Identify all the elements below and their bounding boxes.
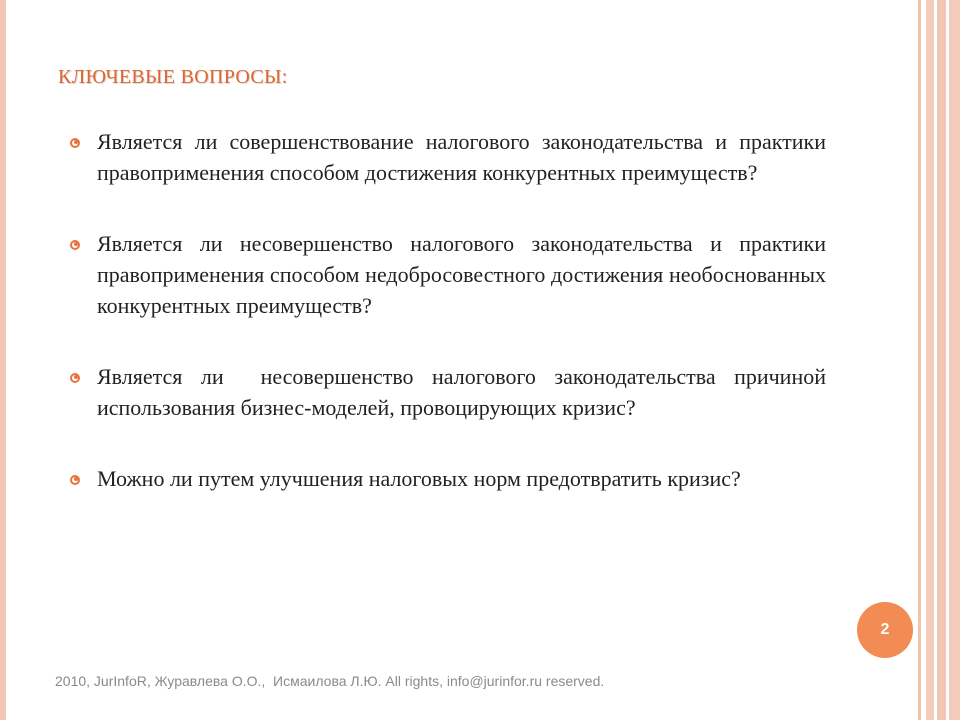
bullet-text: Можно ли путем улучшения налоговых норм предотвратить кризис? — [97, 466, 741, 491]
slide-title: КЛЮЧЕВЫЕ ВОПРОСЫ: — [58, 66, 288, 88]
left-decorative-border — [0, 0, 9, 720]
bullet-text: Является ли несовершенство налогового законодательства причиной использования бизнес-моделей, провоцирующих кризис? — [97, 364, 832, 420]
right-decorative-stripe — [949, 0, 960, 720]
page-number-badge: 2 — [857, 602, 913, 658]
footer-copyright: 2010, JurInfoR, Журавлева О.О., Исмаилова Л.Ю. All rights, info@jurinfor.ru reserved. — [55, 673, 605, 689]
bullet-circle-icon — [70, 475, 80, 485]
right-decorative-stripe — [937, 0, 946, 720]
bullet-text: Является ли несовершенство налогового законодательства и практики правоприменения способом недобросовестного достижения необоснованных конкурентных преимуществ? — [97, 231, 826, 318]
right-decorative-stripe — [926, 0, 934, 720]
bullet-list — [70, 126, 832, 534]
bullet-item — [70, 361, 832, 423]
bullet-item — [70, 463, 826, 494]
bullet-circle-icon — [70, 373, 80, 383]
bullet-item — [70, 126, 826, 188]
bullet-text: Является ли совершенствование налогового законодательства и практики правоприменения способом достижения конкурентных преимуществ? — [97, 129, 826, 185]
bullet-circle-icon — [70, 240, 80, 250]
bullet-circle-icon — [70, 138, 80, 148]
bullet-item — [70, 228, 826, 321]
